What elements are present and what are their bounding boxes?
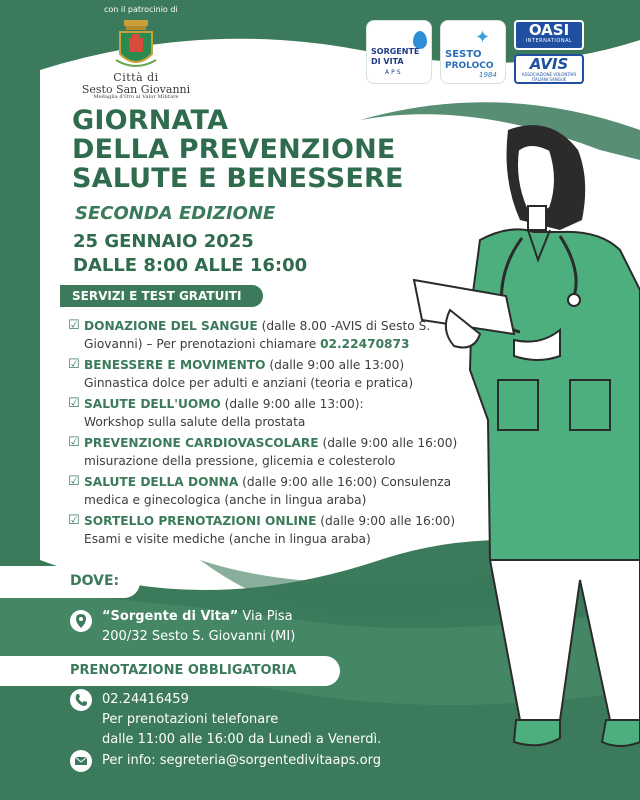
sorgente-logo-line3: APS: [385, 69, 403, 76]
booking-header: PRENOTAZIONE OBBLIGATORIA: [0, 656, 340, 686]
city-line2: Sesto San Giovanni: [81, 82, 191, 96]
services-header: SERVIZI E TEST GRATUITI: [60, 285, 263, 307]
city-line3: Medaglia d'Oro al Valor Militare: [93, 94, 179, 101]
sesto-proloco-logo: [440, 20, 506, 84]
location-line1: [102, 607, 293, 627]
oasi-logo-name: OASI: [528, 21, 570, 39]
city-crest-icon: [114, 20, 158, 72]
service-name: SALUTE DELLA DONNA: [84, 475, 239, 489]
service-description: Esami e visite mediche (anche in lingua araba): [84, 532, 371, 546]
sponsor-logos: [366, 20, 584, 84]
event-subtitle: SECONDA EDIZIONE: [75, 203, 276, 224]
checkbox-icon: ☑: [68, 318, 80, 333]
event-date: 25 GENNAIO 2025: [73, 231, 254, 252]
oasi-logo-sub: INTERNATIONAL: [525, 38, 573, 44]
checkbox-icon: ☑: [68, 474, 80, 489]
event-title: [72, 106, 404, 193]
bird-icon: ✦: [475, 27, 491, 48]
service-detail: (dalle 9:00 alle 16:00) Consulenza: [238, 475, 452, 489]
service-phone[interactable]: 02.22470873: [320, 337, 410, 351]
patronage-label: con il patrocinio di: [104, 5, 178, 14]
oasi-logo: [514, 20, 584, 50]
service-description: Workshop sulla salute della prostata: [84, 415, 306, 429]
event-time: DALLE 8:00 ALLE 16:00: [73, 255, 308, 276]
service-description: medica e ginecologica (anche in lingua araba): [84, 493, 367, 507]
service-detail: (dalle 9:00 alle 16:00): [318, 436, 458, 450]
service-name: SALUTE DELL'UOMO: [84, 397, 221, 411]
location-street: Via Pisa: [238, 609, 293, 624]
sorgente-logo-line2: DI VITA: [371, 57, 404, 66]
service-detail: (dalle 9:00 alle 13:00):: [220, 397, 364, 411]
sorgente-logo-line1: SORGENTE: [371, 47, 420, 56]
location-name: “Sorgente di Vita”: [102, 609, 239, 624]
avis-logo-sub: ASSOCIAZIONE VOLONTARI ITALIANI SANGUE: [521, 72, 577, 82]
proloco-logo-line2: PROLOCO: [445, 61, 494, 71]
checkbox-icon: ☑: [68, 357, 80, 372]
service-detail: (dalle 9:00 alle 13:00): [265, 358, 405, 372]
title-line1: GIORNATA: [72, 105, 229, 136]
city-name: [68, 72, 204, 100]
service-description: Ginnastica dolce per adulti e anziani (teoria e pratica): [84, 376, 414, 390]
booking-hours: dalle 11:00 alle 16:00 da Lunedì a Venerdì.: [102, 732, 382, 747]
booking-instruction: Per prenotazioni telefonare: [102, 712, 279, 727]
where-header: DOVE:: [0, 566, 140, 598]
service-detail: (dalle 8.00 -AVIS di Sesto S.: [257, 319, 431, 333]
phone-icon: [70, 689, 92, 711]
checkbox-icon: ☑: [68, 513, 80, 528]
avis-logo-name: AVIS: [529, 55, 569, 73]
title-line2: DELLA PREVENZIONE: [72, 134, 396, 165]
service-name: PREVENZIONE CARDIOVASCOLARE: [84, 436, 319, 450]
service-description: misurazione della pressione, glicemia e colesterolo: [84, 454, 396, 468]
proloco-logo-line1: SESTO: [445, 49, 482, 60]
title-line3: SALUTE E BENESSERE: [72, 163, 404, 194]
service-name: SORTELLO PRENOTAZIONI ONLINE: [84, 514, 317, 528]
service-detail: (dalle 9:00 alle 16:00): [316, 514, 456, 528]
sorgente-di-vita-logo: [366, 20, 432, 84]
checkbox-icon: ☑: [68, 396, 80, 411]
proloco-logo-line3: 1984: [479, 71, 497, 79]
checkbox-icon: ☑: [68, 435, 80, 450]
service-description: Giovanni) – Per prenotazioni chiamare: [84, 337, 321, 351]
city-line1: Città di: [113, 71, 159, 84]
location-line2: 200/32 Sesto S. Giovanni (MI): [102, 629, 296, 644]
info-email[interactable]: Per info: segreteria@sorgentedivitaaps.org: [102, 753, 381, 768]
booking-phone[interactable]: 02.24416459: [102, 692, 189, 707]
avis-logo: [514, 54, 584, 84]
service-name: DONAZIONE DEL SANGUE: [84, 319, 258, 333]
nurse-illustration: [410, 120, 640, 800]
location-pin-icon: [70, 610, 92, 632]
service-name: BENESSERE E MOVIMENTO: [84, 358, 266, 372]
email-icon: [70, 750, 92, 772]
oasi-avis-logos: [514, 20, 584, 84]
